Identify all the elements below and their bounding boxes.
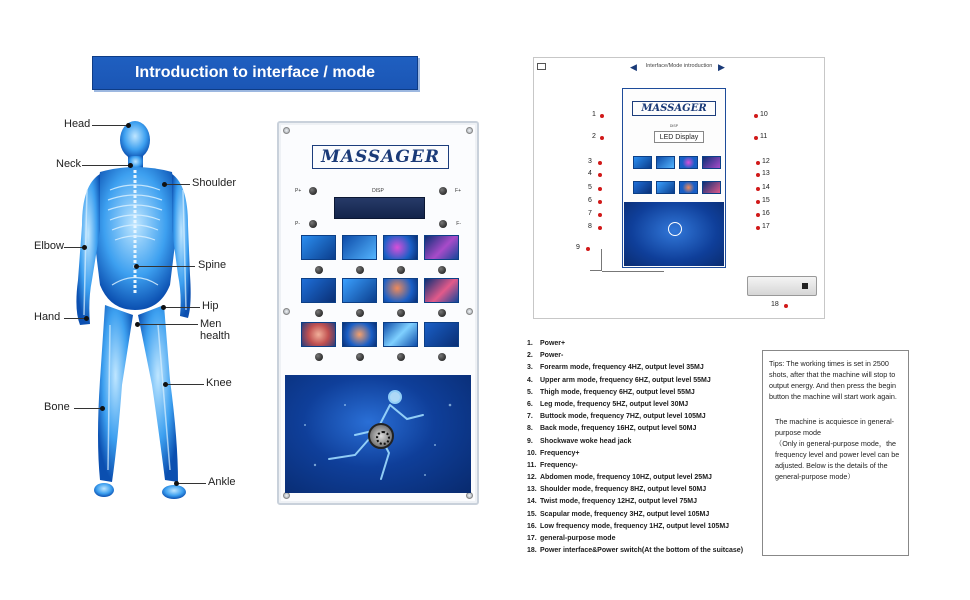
callout-dot (756, 200, 760, 204)
mode-select-button[interactable] (438, 266, 446, 274)
device-brand-logo: MASSAGER (312, 145, 449, 169)
callout-dot (784, 304, 788, 308)
mode-tile-shoulder (383, 235, 418, 260)
mode-select-button[interactable] (356, 309, 364, 317)
list-item: 9. Shockwave woke head jack (527, 437, 632, 445)
mode-tile-back (424, 278, 459, 303)
mode-select-button[interactable] (356, 266, 364, 274)
list-item: 6. Leg mode, frequency 5HZ, output level 30MJ (527, 400, 689, 408)
mode-tile-scapular (424, 322, 459, 347)
callout-dot (598, 226, 602, 230)
mini-mode-tile (702, 156, 721, 169)
frequency-minus-button[interactable] (439, 220, 447, 228)
list-item: 13. Shoulder mode, frequency 8HZ, output level 50MJ (527, 486, 707, 494)
marker-dot (174, 481, 179, 486)
mode-list (527, 338, 757, 557)
callout-dot (598, 187, 602, 191)
leader-line (74, 408, 102, 409)
callout-dot (598, 200, 602, 204)
mode-select-button[interactable] (315, 309, 323, 317)
list-item: 3. Forearm mode, frequency 4HZ, output level 35MJ (527, 364, 704, 372)
label-spine: Spine (198, 259, 227, 271)
callout-number: 4 (588, 170, 592, 177)
body-figure (34, 110, 240, 520)
label-bone: Bone (44, 401, 70, 413)
marker-dot (161, 305, 166, 310)
callout-number: 15 (762, 197, 770, 204)
arrow-right-icon: ▶ (718, 62, 725, 72)
leader-line (82, 165, 130, 166)
power-plus-label: P+ (295, 188, 302, 194)
mode-select-button[interactable] (356, 353, 364, 361)
leader-line (138, 324, 198, 325)
callout-number: 14 (762, 184, 770, 191)
callout-dot (756, 161, 760, 165)
mode-tile-leg (342, 278, 377, 303)
mini-disp-label: DISP (669, 124, 679, 128)
freq-minus-label: F- (456, 221, 461, 227)
shockwave-head-jack[interactable] (368, 423, 394, 449)
mini-lower-panel (624, 202, 724, 266)
label-ankle: Ankle (208, 476, 236, 488)
leader-line (64, 247, 84, 248)
mini-mode-tile (656, 156, 675, 169)
lcd-display (334, 197, 425, 219)
callout-number: 13 (762, 170, 770, 177)
mode-tile-abdomen (342, 322, 377, 347)
mini-mode-tile (656, 181, 675, 194)
marker-dot (163, 382, 168, 387)
list-item: 12. Abdomen mode, frequency 10HZ, output level 25MJ (527, 474, 712, 482)
skeleton-figure-image (60, 110, 240, 520)
list-item: 7. Buttock mode, frequency 7HZ, output level 105MJ (527, 413, 706, 421)
mode-select-button[interactable] (397, 309, 405, 317)
leader-line (64, 318, 86, 319)
label-knee: Knee (206, 377, 232, 389)
list-item: 18. Power interface&Power switch(At the bottom of the suitcase) (527, 547, 744, 555)
mini-brand-logo: MASSAGER (632, 101, 716, 116)
mode-select-button[interactable] (438, 309, 446, 317)
callout-dot (600, 136, 604, 140)
list-item: 15. Scapular mode, frequency 3HZ, output level 105MJ (527, 510, 710, 518)
list-item: 8. Back mode, frequency 16HZ, output level 50MJ (527, 425, 697, 433)
diagram-title: Interface/Mode introduction (645, 63, 713, 69)
tips-mode-details: （Only in general-purpose mode，the frequency level and power level can be adjusted. Below is the details of the general-purpose mode） (775, 439, 900, 481)
led-display: LED Display (654, 131, 704, 143)
callout-number: 12 (762, 158, 770, 165)
disp-label: DISP (372, 188, 384, 194)
callout-dot (754, 136, 758, 140)
label-men-health: Men health (200, 318, 230, 342)
callout-number: 1 (592, 111, 596, 118)
tips-mode-text: The machine is acquiesce in general-purpose mode (775, 417, 895, 437)
list-item: 4. Upper arm mode, frequency 6HZ, output level 55MJ (527, 376, 711, 384)
mode-select-button[interactable] (438, 353, 446, 361)
mode-tile-spine (424, 235, 459, 260)
list-item: 14. Twist mode, frequency 12HZ, output level 75MJ (527, 498, 698, 506)
device-panel (277, 121, 479, 505)
callout-dot (756, 187, 760, 191)
callout-number: 11 (760, 133, 768, 140)
suitcase-image (747, 276, 817, 296)
mini-mode-tile (679, 156, 698, 169)
arrow-left-icon: ◀ (630, 62, 637, 72)
mode-select-button[interactable] (315, 266, 323, 274)
callout-dot (598, 213, 602, 217)
callout-dot (756, 213, 760, 217)
tips-text: Tips: The working times is set in 2500 shots, after that the machine will stop to output energy. And then press the begin button the machine will start work again. (769, 359, 897, 401)
callout-dot (598, 161, 602, 165)
list-item: 1. Power+ (527, 340, 566, 347)
callout-number: 3 (588, 158, 592, 165)
title-banner (92, 56, 418, 90)
mode-tile-upper-arm (342, 235, 377, 260)
label-neck: Neck (56, 158, 82, 170)
leader-line (164, 184, 190, 185)
mode-select-button[interactable] (397, 266, 405, 274)
marker-dot (135, 322, 140, 327)
marker-dot (162, 182, 167, 187)
list-item: 17. general-purpose mode (527, 535, 616, 542)
screw-icon (466, 127, 473, 134)
callout-dot (756, 173, 760, 177)
power-plus-button[interactable] (309, 187, 317, 195)
mode-tile-knee (383, 278, 418, 303)
interface-diagram (533, 57, 825, 319)
mode-select-button[interactable] (315, 353, 323, 361)
power-minus-button[interactable] (309, 220, 317, 228)
banner-title: Introduction to interface / mode (134, 64, 375, 81)
leader-line (164, 307, 200, 308)
power-minus-label: P- (295, 221, 300, 227)
mini-mode-tile (702, 181, 721, 194)
mode-tile-forearm (301, 235, 336, 260)
leader-line (92, 125, 128, 126)
callout-dot (754, 114, 758, 118)
mode-select-button[interactable] (397, 353, 405, 361)
leader-line (178, 483, 206, 484)
callout-number: 9 (576, 244, 580, 251)
mini-mode-tile (633, 181, 652, 194)
tips-box (762, 350, 909, 556)
callout-number: 17 (762, 223, 770, 230)
label-head: Head (64, 118, 91, 130)
leader-line (137, 266, 195, 267)
callout-number: 10 (760, 111, 768, 118)
screw-icon (466, 492, 473, 499)
list-item: 11. Frequency- (527, 461, 578, 469)
callout-number: 16 (762, 210, 770, 217)
callout-number: 8 (588, 223, 592, 230)
callout-number: 7 (588, 210, 592, 217)
list-item: 16. Low frequency mode, frequency 1HZ, output level 105MJ (527, 522, 730, 530)
callout-dot (756, 226, 760, 230)
mini-device (622, 88, 726, 268)
image-icon (537, 63, 546, 70)
screw-icon (466, 308, 473, 315)
callout-dot (600, 114, 604, 118)
callout-number: 18 (771, 301, 779, 308)
mini-mode-tile (679, 181, 698, 194)
marker-dot (128, 163, 133, 168)
callout-number: 2 (592, 133, 596, 140)
freq-plus-label: F+ (455, 188, 461, 194)
label-elbow: Elbow (34, 240, 64, 252)
callout-dot (598, 173, 602, 177)
marker-dot (126, 123, 131, 128)
mode-tile-twist (383, 322, 418, 347)
marker-dot (82, 245, 87, 250)
label-hip: Hip (202, 300, 219, 312)
screw-icon (283, 127, 290, 134)
leader-line (590, 249, 602, 271)
marker-dot (100, 406, 105, 411)
screw-icon (283, 308, 290, 315)
mini-jack (668, 222, 682, 236)
label-hand: Hand (34, 311, 61, 323)
marker-dot (84, 316, 89, 321)
list-item: 5. Thigh mode, frequency 6HZ, output level 55MJ (527, 388, 695, 396)
device-lower-panel (285, 375, 471, 493)
callout-number: 5 (588, 184, 592, 191)
callout-number: 6 (588, 197, 592, 204)
label-shoulder: Shoulder (192, 177, 237, 189)
frequency-plus-button[interactable] (439, 187, 447, 195)
mini-mode-tile (633, 156, 652, 169)
screw-icon (283, 492, 290, 499)
list-item: 10. Frequency+ (527, 449, 580, 457)
mode-tile-thigh (301, 278, 336, 303)
list-item: 2. Power- (527, 352, 564, 360)
marker-dot (134, 264, 139, 269)
leader-line (602, 271, 664, 272)
leader-line (166, 384, 204, 385)
mode-tile-buttock (301, 322, 336, 347)
